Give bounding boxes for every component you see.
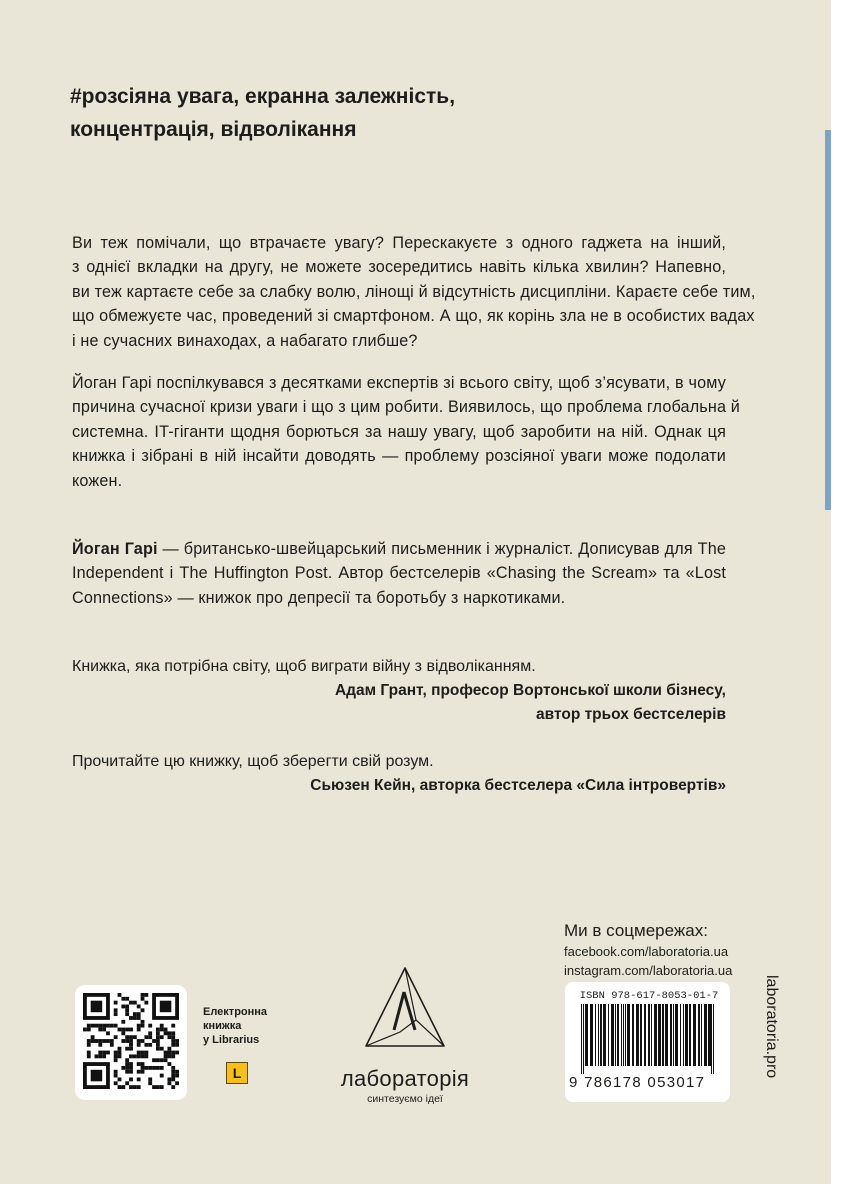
quote-attribution: Сьюзен Кейн, авторка бестселера «Сила інтровертів» [310, 777, 726, 794]
spine-edge [825, 130, 831, 510]
text-line: Йоган Гарі поспілкувався з десятками експертів зі всього світу, щоб з’ясувати, в чому [72, 374, 726, 392]
hashtag-line: #розсіяна увага, екранна залежність, [70, 85, 456, 108]
text-line: з однієї вкладки на другу, не можете зосередитись навіть кілька хвилин? Напевно, [72, 258, 726, 277]
text-line: Connections» — книжок про депресії та боротьбу з наркотиками. [72, 588, 566, 607]
publisher-name: лабораторія [340, 1066, 470, 1091]
isbn-barcode [565, 982, 730, 1102]
quote-text: Книжка, яка потрібна світу, щоб виграти війну з відволіканням. [72, 658, 536, 675]
instagram-link[interactable]: instagram.com/laboratoria.ua [564, 963, 733, 978]
social-links [564, 920, 734, 980]
facebook-link[interactable]: facebook.com/laboratoria.ua [564, 944, 729, 959]
text-line: що обмежуєте час, проведений зі смартфоном. А що, як корінь зла не в особистих вадах [72, 307, 755, 326]
qr-code[interactable] [75, 985, 187, 1100]
bio-text: — британсько-швейцарський письменник і журналіст. Дописував для The [157, 540, 727, 558]
author-bio [72, 537, 726, 610]
hashtag-line: концентрація, відволікання [70, 118, 357, 141]
quote-text: Прочитайте цю книжку, щоб зберегти свій розум. [72, 753, 434, 770]
description-paragraph-2 [72, 371, 740, 493]
text-line: ви теж картаєте себе за слабку волю, лінощі й відсутність дисципліни. Караєте себе тим, [72, 282, 756, 301]
ebook-line: Електронна [203, 1006, 268, 1018]
isbn-label: ISBN 978-617-8053-01-7 [579, 990, 719, 1002]
text-line: Ви теж помічали, що втрачаєте увагу? Перескакуєте з одного гаджета на інший, [72, 234, 726, 252]
triangle-logo-icon [360, 960, 450, 1060]
website [760, 975, 780, 1095]
publisher-tagline: синтезуємо ідеї [367, 1093, 443, 1105]
text-line: кожен. [72, 471, 123, 490]
text-line: Independent і The Huffington Post. Автор бестселерів «Chasing the Scream» та «Lost [72, 564, 726, 583]
quote-attribution: Адам Грант, професор Вортонської школи бізнесу, [334, 682, 726, 699]
text-line: причина сучасної кризи уваги і що з цим робити. Виявилось, що проблема глобальна й [72, 398, 740, 417]
publisher-logo [335, 960, 475, 1106]
text-line [72, 537, 726, 561]
quote-attribution: автор трьох бестселерів [536, 706, 726, 723]
social-heading: Ми в соцмережах: [564, 921, 708, 940]
text-line: і не сучасних винаходах, а набагато глибше? [72, 331, 418, 350]
blurb-quote-1 [72, 655, 726, 727]
ebook-line: у Librarius [203, 1034, 260, 1046]
author-name: Йоган Гарі [72, 540, 158, 558]
isbn-digits: 9 786178 053017 [569, 1074, 706, 1091]
barcode-icon [575, 1004, 720, 1074]
ebook-label [203, 1005, 267, 1047]
hashtags [70, 80, 590, 146]
text-line: системна. IT-гіганти щодня борються за нашу увагу, щоб заробити на ній. Однак ця [72, 422, 726, 441]
ebook-line: книжка [203, 1020, 242, 1032]
librarius-badge-icon: L [226, 1062, 248, 1084]
description-paragraph-1 [72, 231, 756, 353]
blurb-quote-2 [72, 750, 726, 798]
text-line: книжка і зібрані в ній інсайти доводять — проблему розсіяної уваги може подолати [72, 447, 726, 466]
qr-code-icon [83, 993, 179, 1089]
website-url[interactable]: laboratoria.pro [763, 975, 780, 1079]
